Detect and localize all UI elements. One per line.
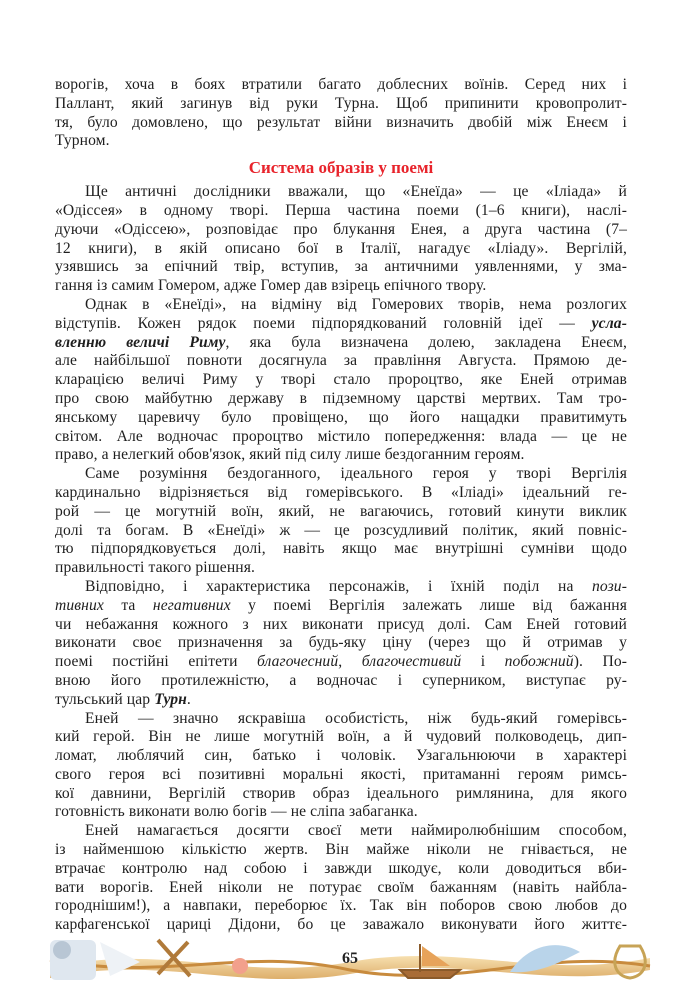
text-line [55,597,627,616]
text-line [55,315,627,334]
text-line [55,277,627,296]
text-run: узявшись за епічний твір, вступив, за античними уявленнями, у зма- [55,258,627,276]
page-number: 65 [342,950,358,967]
text-line [55,766,627,785]
text-run: «Одіссея» в одному творі. Перша частина поеми (1–6 книги), наслі- [55,201,627,219]
emphasized-text: пози- [592,577,627,595]
text-line [55,352,627,371]
text-run: у поемі Вергілія залежать лише від бажання [230,596,627,614]
section-heading: Система образів у поемі [248,158,434,178]
text-line [55,240,627,259]
paragraph [55,710,627,823]
text-run: кої давнини, Вергілій створив образ ідеального римлянина, для якого [55,784,627,802]
text-line [55,371,627,390]
text-run: карфагенської цариці Дідони, бо це заважало виконувати його життє- [55,916,627,934]
text-run: відступів. Кожен рядок поеми підпорядкований головній ідеї — [55,314,592,332]
text-line [55,540,627,559]
emphasized-text: благочестивий [361,653,462,671]
text-line [55,114,627,133]
text-run: ломат, люблячий син, батько і чоловік. Узагальнюючи в характері [55,747,627,765]
text-line [55,710,627,729]
text-run: 12 книги), в якій описано бої в Італії, нагадує «Іліаду». Вергілій, [55,239,627,257]
emphasized-text: вленню величі Риму [55,333,226,351]
text-run: та [103,596,153,614]
text-run: городнішим!), а навпаки, переборює їх. Так він поборов свою любов до [55,897,627,915]
emphasized-text: негативних [152,596,231,614]
text-line [55,446,627,465]
text-line [55,183,627,202]
text-run: і [461,653,505,671]
text-run: ). По- [573,653,628,671]
text-run: янському царевичу було провіщено, що його нащадки правитимуть [55,408,627,426]
text-run: виконати своє призначення за будь-яку ціну (через що й отримав у [55,634,627,652]
text-run: кий герой. Він не лише могутній воїн, а й чудовий полководець, дип- [55,728,627,746]
text-line [55,879,627,898]
text-run: кларацією величі Риму у творі стало пророцтво, яке Еней отримав [55,371,627,389]
text-line [55,822,627,841]
text-run: Паллант, який загинув від руки Турна. Щоб припинити кровопролит- [55,94,627,112]
paragraph [55,465,627,578]
text-run: , [338,653,362,671]
text-line [55,221,627,240]
text-run: тульський цар [55,690,155,708]
emphasized-text: Турн [154,690,187,708]
text-run: Еней намагається досягти своєї мети наймиролюбнішим способом, [85,822,627,840]
text-line [55,95,627,114]
text-line [55,841,627,860]
text-line [55,578,627,597]
paragraph [55,76,627,151]
text-line [55,559,627,578]
text-run: кардинально відрізняється від гомерівського. В «Іліаді» ідеальний ге- [55,483,627,501]
text-line [55,672,627,691]
text-line [55,409,627,428]
text-line [55,484,627,503]
text-line [55,653,627,672]
text-line [55,503,627,522]
text-run: Ще античні дослідники вважали, що «Енеїда» — це «Іліада» й [85,183,627,201]
text-line [55,785,627,804]
text-run: . [186,690,191,708]
text-run: чи небажання кожного з них виконати присуд долі. Сам Еней готовий [55,615,627,633]
paragraph [55,578,627,710]
text-run: долі та богам. В «Енеїді» ж — це розсудливий політик, який повніс- [55,521,627,539]
text-run: гання із самим Гомером, адже Гомер дав взірець епічного твору. [55,277,487,295]
text-run: Відповідно, і характеристика персонажів, і їхній поділ на [85,577,593,595]
text-run: вати ворогів. Еней ніколи не потурає своїм бажанням (навіть найбла- [55,878,627,896]
text-run: світом. Але водночас пророцтво містило попередження: влада — це не [55,427,627,445]
text-run: Еней — значно яскравіша особистість, ніж будь-який гомерівсь- [85,709,627,727]
text-run: право, а нелегкий обов'язок, який під силу лише бездоганним героям. [55,446,525,464]
text-line [55,465,627,484]
text-line [55,522,627,541]
text-run: готовність виконати волю богів — не сліпа забаганка. [55,803,418,821]
text-line [55,132,627,151]
text-line [55,390,627,409]
text-run: , яка була визначена долею, закладена Енеєм, [225,333,628,351]
text-run: Однак в «Енеїді», на відміну від Гомерових творів, нема розлогих [85,295,627,313]
text-run: дуючи «Одіссею», розповідає про блукання Енея, а друга частина (7– [55,220,627,238]
text-run: втрачає контролю над собою і завжди шкодує, коли доводиться вби- [55,859,627,877]
text-run: Турном. [55,132,110,150]
text-run: із найменшою кількістю жертв. Він майже ніколи не гнівається, не [55,841,627,859]
paragraph [55,183,627,296]
text-line [55,747,627,766]
text-run: тя, було домовлено, що результат війни визначить двобій між Енеєм і [55,113,627,131]
paragraph [55,296,627,465]
text-run: про свою майбутню державу в підземному царстві мертвих. Там тро- [55,389,627,407]
emphasized-text: побожний [504,653,574,671]
text-line [55,202,627,221]
text-line [55,634,627,653]
text-line [55,334,627,353]
text-run: правильності такого рішення. [55,559,255,577]
emphasized-text: благочесний [257,653,339,671]
text-line [55,728,627,747]
text-line [55,803,627,822]
text-line [55,860,627,879]
text-line [55,76,627,95]
text-run: свого героя всі позитивні моральні якості, притаманні героям римсь- [55,765,627,783]
text-run: поемі постійні епітети [55,653,257,671]
text-run: вною його протилежністю, а водночас і суперником, виступає ру- [55,671,627,689]
text-run: тю підпорядковується долі, навіть якщо має внутрішні сумніви щодо [55,540,627,558]
text-line [55,691,627,710]
text-run: рой — це могутній воїн, який, не вагаючись, готовий кинути виклик [55,502,627,520]
text-line [55,616,627,635]
text-line [55,428,627,447]
paragraph [55,822,627,935]
emphasized-text: тивних [55,596,104,614]
text-run: ворогів, хоча в боях втратили багато доблесних воїнів. Серед них і [55,76,627,93]
text-line [55,897,627,916]
text-line [55,258,627,277]
page-body [55,76,627,935]
decorative-footer-banner [40,932,660,983]
text-run: Саме розуміння бездоганного, ідеального героя у творі Вергілія [85,465,627,483]
text-run: але найбільшої повноти досягнула за правління Августа. Прямою де- [55,352,627,370]
text-line [55,296,627,315]
emphasized-text: усла- [591,314,627,332]
